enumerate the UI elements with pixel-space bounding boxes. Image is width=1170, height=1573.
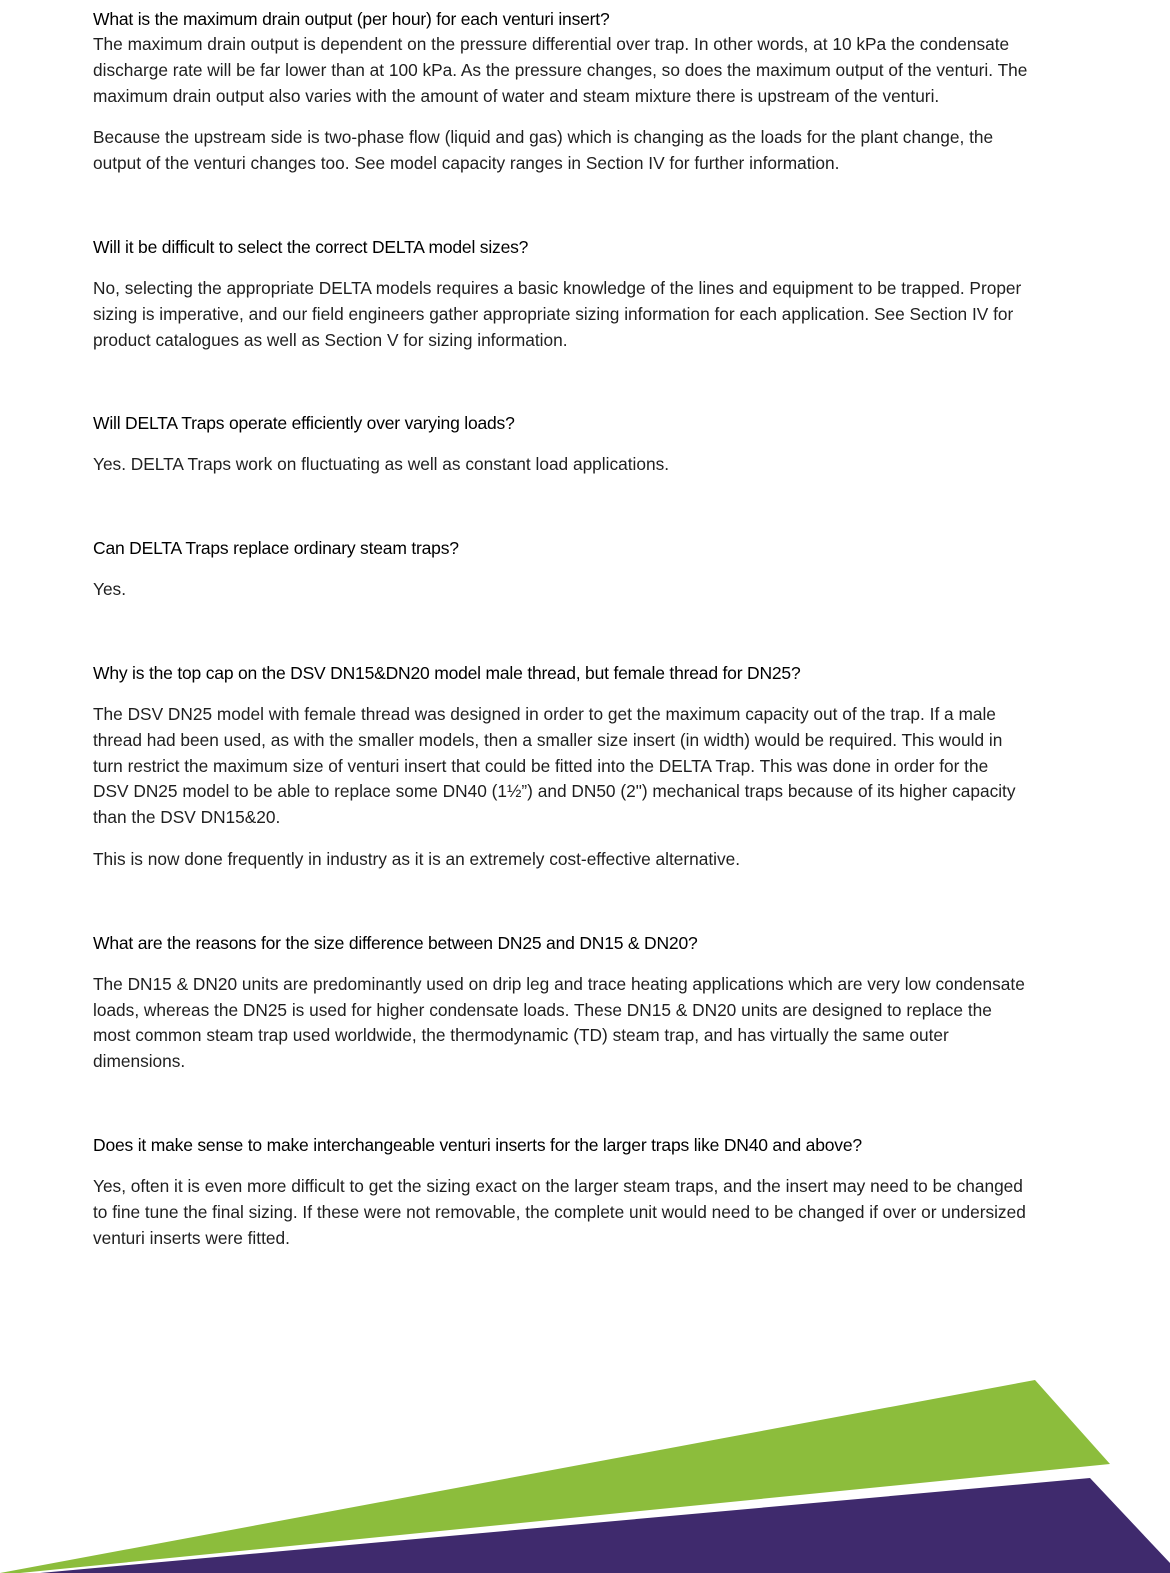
faq-question: Does it make sense to make interchangeable venturi inserts for the larger traps like DN40 and above? [93, 1134, 862, 1155]
faq-answer: Because the upstream side is two-phase flow (liquid and gas) which is changing as the loads for the plant change, the output of the venturi changes too. See model capacity ranges in Section IV for further information. [93, 127, 994, 174]
faq-question: What is the maximum drain output (per hour) for each venturi insert? [93, 9, 610, 29]
faq-item [93, 1132, 1028, 1251]
faq-question: Will DELTA Traps operate efficiently over varying loads? [93, 413, 515, 434]
faq-item [93, 660, 1028, 873]
faq-question: Will it be difficult to select the correct DELTA model sizes? [93, 236, 529, 257]
footer-swoosh-graphic [0, 1370, 1170, 1573]
faq-page [93, 6, 1028, 1251]
faq-item [93, 410, 1028, 478]
faq-answer: This is now done frequently in industry as it is an extremely cost-effective alternative. [93, 848, 741, 869]
faq-item [93, 930, 1028, 1075]
faq-answer: Yes. [93, 579, 126, 600]
faq-answer: Yes. DELTA Traps work on fluctuating as well as constant load applications. [93, 454, 670, 475]
faq-item [93, 6, 1028, 177]
faq-question: What are the reasons for the size difference between DN25 and DN15 & DN20? [93, 932, 698, 953]
faq-answer: The DN15 & DN20 units are predominantly used on drip leg and trace heating applications which are very low condensate loads, whereas the DN25 is used for higher condensate loads. These DN15 & DN20 units are designed to replace the most common steam trap used worldwide, the thermodynamic (TD) steam trap, and has virtually the same outer dimensions. [93, 973, 1025, 1072]
faq-item [93, 535, 1028, 603]
faq-item [93, 234, 1028, 353]
faq-answer: No, selecting the appropriate DELTA models requires a basic knowledge of the lines and equipment to be trapped. Proper sizing is imperative, and our field engineers gather appropriate sizing information for each application. See Section IV for product catalogues as well as Section V for sizing information. [93, 277, 1022, 350]
faq-answer: Yes, often it is even more difficult to get the sizing exact on the larger steam traps, and the insert may need to be changed to fine tune the final sizing. If these were not removable, the complete unit would need to be changed if over or undersized venturi inserts were fitted. [93, 1175, 1026, 1248]
faq-answer: The maximum drain output is dependent on the pressure differential over trap. In other words, at 10 kPa the condensate discharge rate will be far lower than at 100 kPa. As the pressure changes, so does the maximum output of the venturi. The maximum drain output also varies with the amount of water and steam mixture there is upstream of the venturi. [93, 34, 1028, 106]
faq-question: Can DELTA Traps replace ordinary steam traps? [93, 538, 459, 559]
faq-question: Why is the top cap on the DSV DN15&DN20 model male thread, but female thread for DN25? [93, 662, 801, 683]
faq-answer: The DSV DN25 model with female thread was designed in order to get the maximum capacity out of the trap. If a male thread had been used, as with the smaller models, then a smaller size insert (in width) would be required. This would in turn restrict the maximum size of venturi insert that could be fitted into the DELTA Trap. This was done in order for the DSV DN25 model to be able to replace some DN40 (1½”) and DN50 (2") mechanical traps because of its higher capacity than the DSV DN15&20. [93, 703, 1016, 828]
